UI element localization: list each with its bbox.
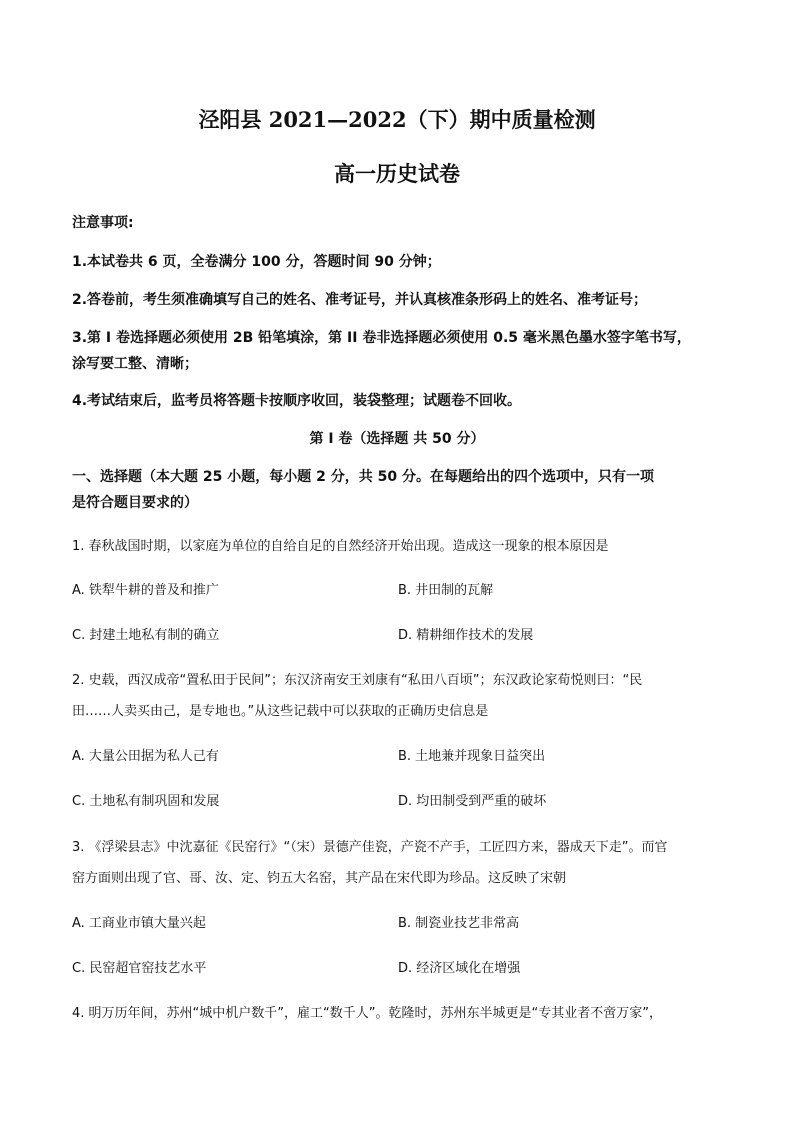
option-a: A. 大量公田据为私人己有: [72, 749, 219, 764]
option-b: B. 井田制的瓦解: [398, 583, 494, 598]
option-c: C. 土地私有制巩固和发展: [72, 794, 220, 809]
question-stem: 1. 春秋战国时期，以家庭为单位的自给自足的自然经济开始出现。造成这一现象的根本原因是: [72, 539, 609, 554]
section-instruction: 是符合题目要求的）: [72, 495, 198, 511]
notice-item: 4.考试结束后，监考员将答题卡按顺序收回，装袋整理；试题卷不回收。: [72, 393, 522, 409]
option-b: B. 土地兼并现象日益突出: [398, 749, 546, 764]
option-c: C. 封建土地私有制的确立: [72, 628, 220, 643]
section-instruction: 一、选择题（本大题 25 小题，每小题 2 分，共 50 分。在每题给出的四个选项中，只有一项: [72, 469, 654, 485]
option-a: A. 工商业市镇大量兴起: [72, 916, 206, 931]
notice-item: 涂写要工整、清晰；: [72, 356, 198, 372]
question-stem: 田……人卖买由己，是专地也。”从这些记载中可以获取的正确历史信息是: [72, 704, 489, 719]
option-d: D. 精耕细作技术的发展: [398, 628, 534, 643]
option-d: D. 均田制受到严重的破坏: [398, 794, 547, 809]
notice-item: 2.答卷前，考生须准确填写自己的姓名、准考证号，并认真核准条形码上的姓名、准考证号；: [72, 292, 648, 308]
notice-heading: 注意事项:: [72, 215, 134, 231]
question-stem: 3. 《浮梁县志》中沈嘉征《民窑行》“（宋）景德产佳瓷，产瓷不产手，工匠四方来，器成天下走”。而官: [72, 840, 668, 855]
section-heading: 第 I 卷（选择题 共 50 分）: [309, 431, 485, 447]
notice-item: 3.第 I 卷选择题必须使用 2B 铅笔填涂，第 II 卷非选择题必须使用 0.5 毫米黑色墨水签字笔书写，: [72, 330, 691, 346]
option-c: C. 民窑超官窑技艺水平: [72, 961, 207, 976]
question-stem: 4. 明万历年间，苏州“城中机户数千”，雇工“数千人”。乾隆时，苏州东半城更是“专其业者不啻万家”，: [72, 1006, 662, 1021]
question-stem: 2. 史载，西汉成帝“置私田于民间”；东汉济南安王刘康有“私田八百顷”；东汉政论家荀悦则曰：“民: [72, 673, 643, 688]
question-stem: 窑方面则出现了官、哥、汝、定、钧五大名窑，其产品在宋代即为珍品。这反映了宋朝: [72, 871, 567, 886]
option-b: B. 制瓷业技艺非常高: [398, 916, 520, 931]
notice-item: 1.本试卷共 6 页，全卷满分 100 分，答题时间 90 分钟；: [72, 254, 441, 270]
option-a: A. 铁犁牛耕的普及和推广: [72, 583, 219, 598]
option-d: D. 经济区域化在增强: [398, 961, 521, 976]
exam-subtitle: 高一历史试卷: [334, 161, 460, 186]
exam-title: 泾阳县 2021—2022（下）期中质量检测: [198, 107, 596, 132]
